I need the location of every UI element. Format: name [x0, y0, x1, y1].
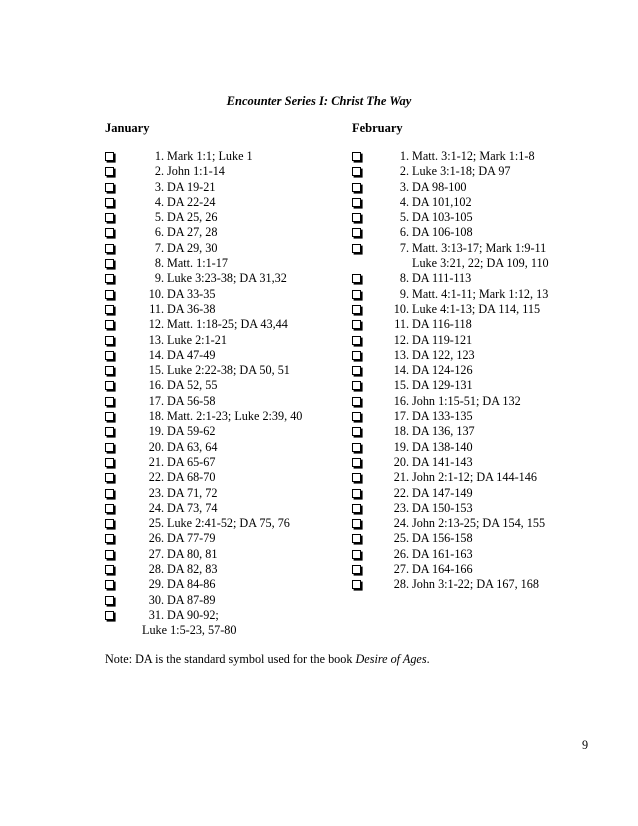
- checkbox-icon[interactable]: [352, 213, 361, 222]
- checkbox-icon[interactable]: [352, 305, 361, 314]
- checkbox-icon[interactable]: [105, 305, 114, 314]
- reading-day-number: 19.: [148, 424, 164, 439]
- reading-passage: Luke 3:23-38; DA 31,32: [167, 271, 287, 286]
- checkbox-icon[interactable]: [105, 336, 114, 345]
- reading-passage: DA 82, 83: [167, 562, 218, 577]
- checkbox-icon[interactable]: [105, 213, 114, 222]
- checkbox-icon[interactable]: [105, 489, 114, 498]
- reading-day-number: 15.: [393, 378, 409, 393]
- reading-day-number: 2.: [399, 164, 409, 179]
- checkbox-icon[interactable]: [352, 550, 361, 559]
- reading-day-number: 3.: [399, 179, 409, 194]
- footnote-end: .: [426, 652, 430, 666]
- checkbox-icon[interactable]: [105, 198, 114, 207]
- reading-passage: DA 73, 74: [167, 500, 218, 515]
- reading-passage: DA 65-67: [167, 454, 216, 469]
- reading-day-number: 18.: [148, 409, 164, 424]
- checkbox-icon[interactable]: [105, 152, 114, 161]
- checkbox-icon[interactable]: [352, 580, 361, 589]
- reading-passage: DA 80, 81: [167, 546, 218, 561]
- reading-day-number: 14.: [393, 363, 409, 378]
- checkbox-icon[interactable]: [105, 611, 114, 620]
- reading-day-number: 24.: [148, 500, 164, 515]
- february-heading: February: [352, 121, 403, 135]
- reading-day-number: 20.: [393, 454, 409, 469]
- checkbox-icon[interactable]: [105, 366, 114, 375]
- reading-passage: DA 116-118: [412, 317, 472, 332]
- checkbox-icon[interactable]: [352, 565, 361, 574]
- reading-day-number: 7.: [399, 240, 409, 255]
- checkbox-icon[interactable]: [352, 473, 361, 482]
- reading-day-number: 6.: [399, 225, 409, 240]
- checkbox-icon[interactable]: [352, 489, 361, 498]
- january-heading: January: [105, 121, 150, 135]
- checkbox-icon[interactable]: [352, 244, 361, 253]
- reading-day-number: 23.: [148, 485, 164, 500]
- checkbox-icon[interactable]: [105, 412, 114, 421]
- reading-passage: DA 90-92;: [167, 607, 219, 622]
- reading-passage: DA 71, 72: [167, 485, 218, 500]
- reading-day-number: 5.: [399, 210, 409, 225]
- reading-day-number: 11.: [394, 317, 409, 332]
- checkbox-icon[interactable]: [352, 152, 361, 161]
- footnote-text: Note: DA is the standard symbol used for the book: [105, 652, 356, 666]
- checkbox-icon[interactable]: [352, 412, 361, 421]
- reading-passage-continued: Luke 3:21, 22; DA 109, 110: [412, 256, 549, 271]
- checkbox-icon[interactable]: [352, 427, 361, 436]
- reading-passage: DA 101,102: [412, 194, 472, 209]
- reading-day-number: 30.: [148, 592, 164, 607]
- reading-day-number: 8.: [154, 256, 164, 271]
- checkbox-icon[interactable]: [105, 534, 114, 543]
- checkbox-icon[interactable]: [352, 167, 361, 176]
- reading-passage: DA 87-89: [167, 592, 216, 607]
- reading-passage: DA 56-58: [167, 393, 216, 408]
- reading-passage: DA 111-113: [412, 271, 472, 286]
- reading-day-number: 5.: [154, 210, 164, 225]
- reading-day-number: 2.: [154, 164, 164, 179]
- checkbox-icon[interactable]: [352, 443, 361, 452]
- reading-day-number: 4.: [154, 194, 164, 209]
- reading-passage: DA 119-121: [412, 332, 473, 347]
- checkbox-icon[interactable]: [105, 550, 114, 559]
- reading-day-number: 14.: [148, 347, 164, 362]
- checkbox-icon[interactable]: [105, 443, 114, 452]
- reading-passage: DA 147-149: [412, 485, 473, 500]
- reading-day-number: 31.: [148, 607, 164, 622]
- reading-day-number: 12.: [393, 332, 409, 347]
- checkbox-icon[interactable]: [352, 228, 361, 237]
- reading-day-number: 23.: [393, 500, 409, 515]
- reading-passage: DA 27, 28: [167, 225, 218, 240]
- reading-day-number: 21.: [393, 470, 409, 485]
- reading-day-number: 7.: [154, 240, 164, 255]
- checkbox-icon[interactable]: [105, 504, 114, 513]
- reading-passage: DA 150-153: [412, 500, 473, 515]
- checkbox-icon[interactable]: [352, 274, 361, 283]
- reading-day-number: 1.: [399, 149, 409, 163]
- checkbox-icon[interactable]: [352, 458, 361, 467]
- checkbox-icon[interactable]: [352, 381, 361, 390]
- reading-passage: DA 156-158: [412, 531, 473, 546]
- reading-passage: Matt. 3:1-12; Mark 1:1-8: [412, 149, 535, 163]
- reading-passage: DA 63, 64: [167, 439, 218, 454]
- reading-day-number: 18.: [393, 424, 409, 439]
- reading-day-number: 9.: [399, 286, 409, 301]
- reading-passage: Luke 2:1-21: [167, 332, 227, 347]
- reading-passage: DA 129-131: [412, 378, 473, 393]
- reading-day-number: 26.: [393, 546, 409, 561]
- reading-day-number: 20.: [148, 439, 164, 454]
- reading-day-number: 8.: [399, 271, 409, 286]
- reading-day-number: 21.: [148, 454, 164, 469]
- reading-day-number: 15.: [148, 363, 164, 378]
- checkbox-icon[interactable]: [105, 580, 114, 589]
- reading-day-number: 13.: [393, 347, 409, 362]
- reading-passage: DA 19-21: [167, 179, 216, 194]
- checkbox-icon[interactable]: [105, 183, 114, 192]
- reading-passage: DA 68-70: [167, 470, 216, 485]
- reading-day-number: 16.: [148, 378, 164, 393]
- reading-passage: John 2:1-12; DA 144-146: [412, 470, 537, 485]
- checkbox-icon[interactable]: [105, 473, 114, 482]
- reading-passage: DA 141-143: [412, 454, 473, 469]
- reading-passage: Mark 1:1; Luke 1: [167, 149, 253, 163]
- reading-passage: DA 52, 55: [167, 378, 218, 393]
- reading-passage: Luke 2:22-38; DA 50, 51: [167, 363, 290, 378]
- reading-day-number: 19.: [393, 439, 409, 454]
- checkbox-icon[interactable]: [105, 458, 114, 467]
- reading-day-number: 28.: [393, 577, 409, 592]
- reading-day-number: 26.: [148, 531, 164, 546]
- reading-passage-continued: Luke 1:5-23, 57-80: [142, 623, 237, 638]
- checkbox-icon[interactable]: [352, 504, 361, 513]
- reading-day-number: 4.: [399, 194, 409, 209]
- reading-passage: Luke 3:1-18; DA 97: [412, 164, 511, 179]
- reading-passage: DA 59-62: [167, 424, 216, 439]
- reading-day-number: 10.: [393, 301, 409, 316]
- reading-passage: Matt. 4:1-11; Mark 1:12, 13: [412, 286, 549, 301]
- reading-passage: DA 122, 123: [412, 347, 475, 362]
- reading-passage: Matt. 1:1-17: [167, 256, 228, 271]
- reading-passage: DA 33-35: [167, 286, 216, 301]
- reading-passage: Luke 4:1-13; DA 114, 115: [412, 301, 541, 316]
- reading-passage: DA 124-126: [412, 363, 473, 378]
- reading-day-number: 9.: [154, 271, 164, 286]
- checkbox-icon[interactable]: [105, 228, 114, 237]
- checkbox-icon[interactable]: [105, 167, 114, 176]
- reading-day-number: 27.: [393, 562, 409, 577]
- reading-day-number: 13.: [148, 332, 164, 347]
- reading-passage: John 3:1-22; DA 167, 168: [412, 577, 539, 592]
- reading-passage: John 1:1-14: [167, 164, 225, 179]
- reading-passage: Matt. 3:13-17; Mark 1:9-11: [412, 240, 547, 255]
- reading-passage: John 2:13-25; DA 154, 155: [412, 516, 546, 531]
- reading-passage: Matt. 2:1-23; Luke 2:39, 40: [167, 409, 303, 424]
- reading-day-number: 16.: [393, 393, 409, 408]
- checkbox-icon[interactable]: [105, 274, 114, 283]
- reading-day-number: 3.: [154, 179, 164, 194]
- reading-day-number: 12.: [148, 317, 164, 332]
- reading-passage: DA 133-135: [412, 409, 473, 424]
- checkbox-icon[interactable]: [352, 519, 361, 528]
- reading-day-number: 22.: [393, 485, 409, 500]
- reading-day-number: 1.: [154, 149, 164, 163]
- checkbox-icon[interactable]: [105, 351, 114, 360]
- page-number: 9: [582, 738, 589, 752]
- checkbox-icon[interactable]: [105, 596, 114, 605]
- checkbox-icon[interactable]: [352, 320, 361, 329]
- reading-passage: DA 164-166: [412, 562, 473, 577]
- reading-day-number: 11.: [149, 301, 164, 316]
- reading-day-number: 24.: [393, 516, 409, 531]
- checkbox-icon[interactable]: [352, 366, 361, 375]
- checkbox-icon[interactable]: [105, 244, 114, 253]
- checkbox-icon[interactable]: [105, 565, 114, 574]
- reading-passage: DA 103-105: [412, 210, 473, 225]
- reading-day-number: 10.: [148, 286, 164, 301]
- reading-day-number: 28.: [148, 562, 164, 577]
- checkbox-icon[interactable]: [105, 427, 114, 436]
- reading-passage: DA 47-49: [167, 347, 216, 362]
- checkbox-icon[interactable]: [105, 381, 114, 390]
- reading-day-number: 27.: [148, 546, 164, 561]
- reading-day-number: 6.: [154, 225, 164, 240]
- checkbox-icon[interactable]: [105, 397, 114, 406]
- reading-passage: DA 138-140: [412, 439, 473, 454]
- checkbox-icon[interactable]: [352, 183, 361, 192]
- reading-passage: DA 29, 30: [167, 240, 218, 255]
- reading-day-number: 22.: [148, 470, 164, 485]
- reading-passage: DA 136, 137: [412, 424, 475, 439]
- checkbox-icon[interactable]: [352, 397, 361, 406]
- footnote: [105, 652, 430, 667]
- reading-day-number: 25.: [148, 516, 164, 531]
- checkbox-icon[interactable]: [352, 290, 361, 299]
- reading-passage: DA 161-163: [412, 546, 473, 561]
- checkbox-icon[interactable]: [105, 290, 114, 299]
- reading-passage: Luke 2:41-52; DA 75, 76: [167, 516, 290, 531]
- reading-passage: DA 25, 26: [167, 210, 218, 225]
- reading-passage: DA 84-86: [167, 577, 216, 592]
- checkbox-icon[interactable]: [352, 351, 361, 360]
- reading-day-number: 17.: [393, 409, 409, 424]
- footnote-book-title: Desire of Ages: [355, 652, 427, 666]
- checkbox-icon[interactable]: [352, 534, 361, 543]
- page-title: Encounter Series I: Christ The Way: [226, 94, 412, 108]
- checkbox-icon[interactable]: [352, 198, 361, 207]
- reading-passage: DA 106-108: [412, 225, 473, 240]
- reading-passage: DA 98-100: [412, 179, 467, 194]
- checkbox-icon[interactable]: [352, 336, 361, 345]
- checkbox-icon[interactable]: [105, 320, 114, 329]
- reading-day-number: 17.: [148, 393, 164, 408]
- reading-passage: John 1:15-51; DA 132: [412, 393, 521, 408]
- checkbox-icon[interactable]: [105, 259, 114, 268]
- checkbox-icon[interactable]: [105, 519, 114, 528]
- reading-passage: DA 77-79: [167, 531, 216, 546]
- reading-passage: DA 22-24: [167, 194, 216, 209]
- reading-passage: Matt. 1:18-25; DA 43,44: [167, 317, 288, 332]
- reading-day-number: 25.: [393, 531, 409, 546]
- reading-day-number: 29.: [148, 577, 164, 592]
- reading-passage: DA 36-38: [167, 301, 216, 316]
